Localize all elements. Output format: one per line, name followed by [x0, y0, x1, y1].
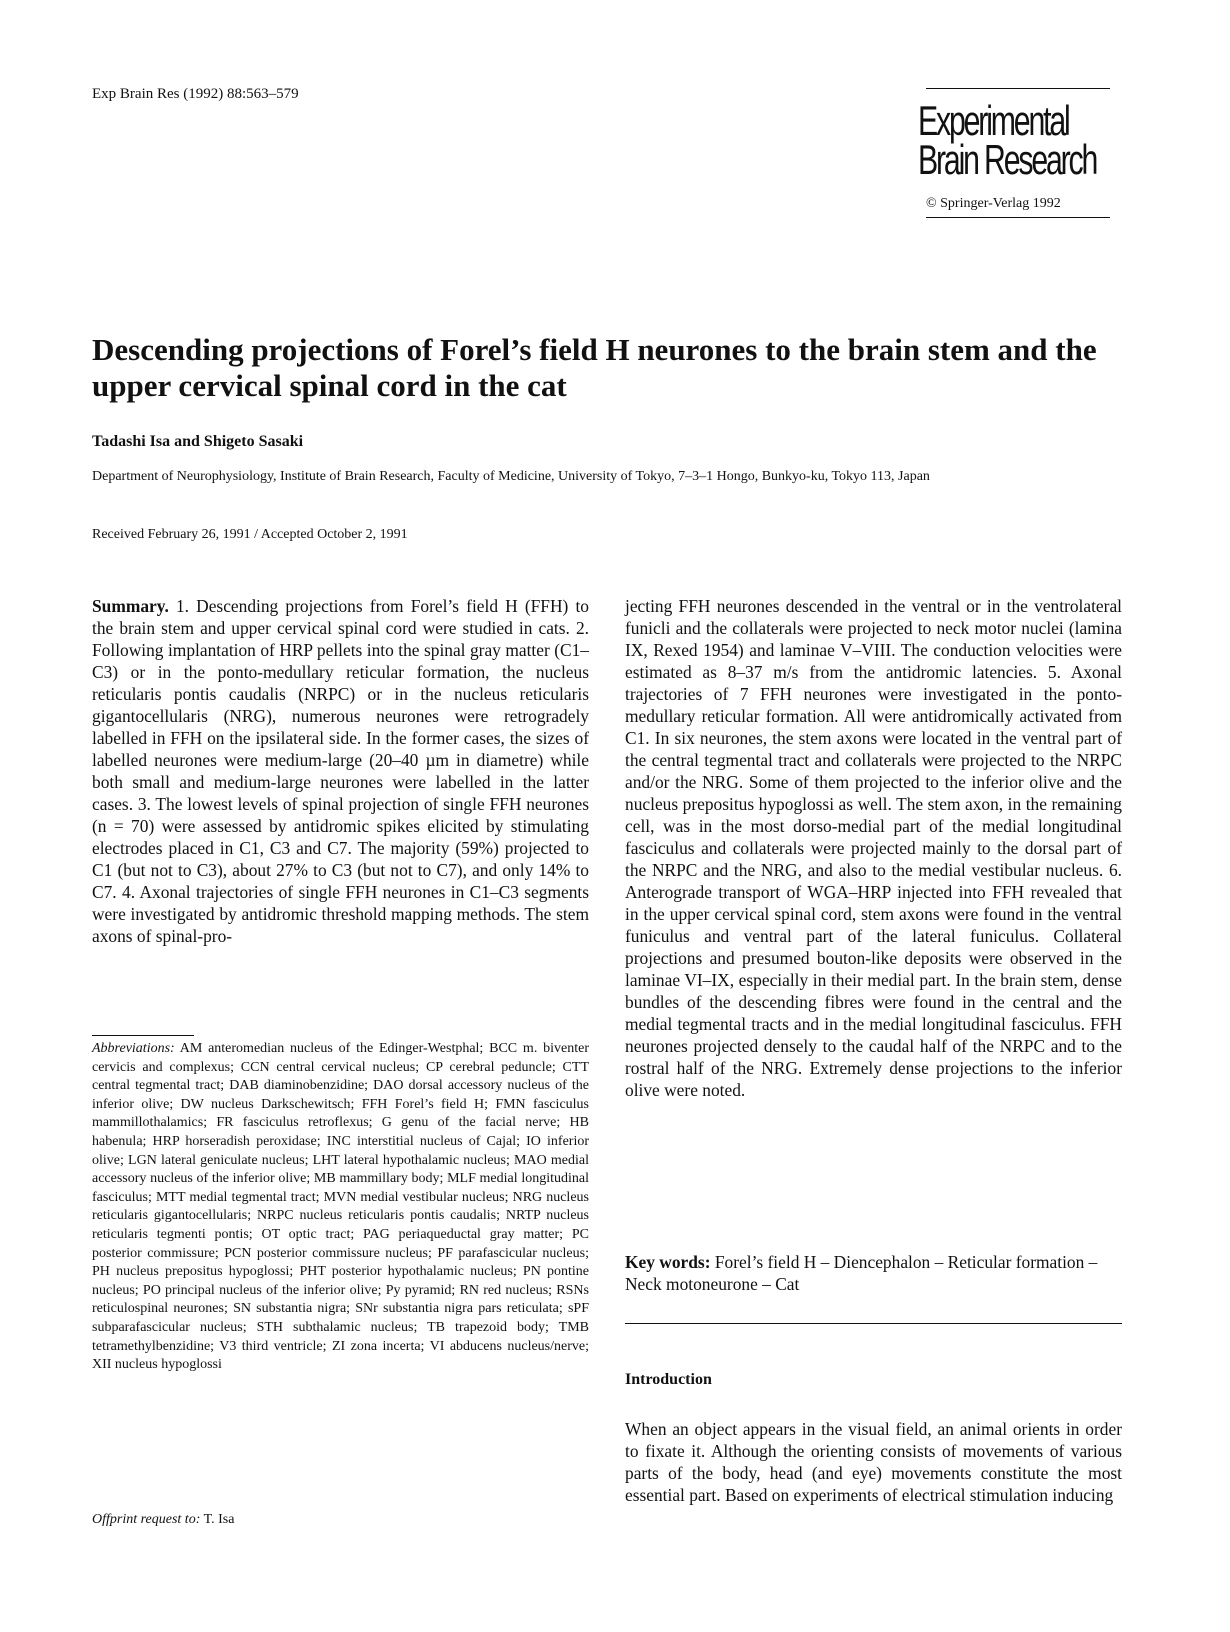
copyright: © Springer-Verlag 1992	[926, 196, 1061, 211]
keywords-label: Key words:	[625, 1252, 711, 1272]
section-divider	[625, 1323, 1122, 1324]
offprint-request	[92, 1512, 234, 1528]
summary-text-left: 1. Descending projections from Forel’s field H (FFH) to the brain stem and upper cervical spinal cord were studied in cats. 2. Following implantation of HRP pellets into the spinal gray matter (C1–C3) or in the ponto-medullary reticular formation, the nucleus reticularis pontis caudalis (NRPC) or in the nucleus reticularis gigantocellularis (NRG), numerous neurones were retrogradely labelled in FFH on the ipsilateral side. In the former cases, the sizes of labelled neurones were medium-large (20–40 µm in diametre) while both small and medium-large neurones were labelled in the latter cases. 3. The lowest levels of spinal projection of single FFH neurones (n = 70) were assessed by antidromic spikes elicited by stimulating electrodes placed in C1, C3 and C7. The majority (59%) projected to C1 (but not to C3), about 27% to C3 (but not to C7), and only 14% to C7. 4. Axonal trajectories of single FFH neurones in C1–C3 segments were investigated by antidromic threshold mapping methods. The stem axons of spinal-pro-	[92, 596, 589, 946]
offprint-label: Offprint request to:	[92, 1512, 201, 1527]
abbreviations-label: Abbreviations:	[92, 1041, 175, 1056]
abbreviations-footnote	[92, 1040, 589, 1375]
keywords-text: Forel’s field H – Diencephalon – Reticular formation – Neck motoneurone – Cat	[625, 1252, 1098, 1294]
received-dates: Received February 26, 1991 / Accepted October 2, 1991	[92, 527, 408, 542]
journal-citation: Exp Brain Res (1992) 88:563–579	[92, 86, 299, 102]
journal-name-line1: Experimental	[918, 97, 1069, 144]
introduction-heading: Introduction	[625, 1371, 712, 1388]
keywords	[625, 1251, 1122, 1295]
summary-label: Summary.	[92, 596, 169, 616]
footnote-rule	[92, 1035, 194, 1036]
journal-rule-bottom	[926, 217, 1110, 218]
journal-logo	[918, 97, 1097, 183]
article-title: Descending projections of Forel’s field H neurones to the brain stem and the upper cervical spinal cord in the cat	[92, 332, 1097, 403]
journal-name-line2: Brain Research	[918, 136, 1097, 183]
introduction-text: When an object appears in the visual field, an animal orients in order to fixate it. Although the orienting consists of movements of various parts of the body, head (and eye) movements constitute the most essential part. Based on experiments of electrical stimulation inducing	[625, 1419, 1122, 1505]
authors: Tadashi Isa and Shigeto Sasaki	[92, 433, 304, 450]
summary-column-right	[625, 595, 1122, 1101]
affiliation: Department of Neurophysiology, Institute of Brain Research, Faculty of Medicine, University of Tokyo, 7–3–1 Hongo, Bunkyo-ku, Tokyo 113, Japan	[92, 469, 930, 484]
summary-column-left	[92, 595, 589, 947]
abbreviations-text: AM anteromedian nucleus of the Edinger-Westphal; BCC m. biventer cervicis and complexus; CCN central cervical nucleus; CP cerebral peduncle; CTT central tegmental tract; DAB diaminobenzidine; DAO dorsal accessory nucleus of the inferior olive; DW nucleus Darkschewitsch; FFH Forel’s field H; FMN fasciculus mammillothalamics; FR fasciculus retroflexus; G genu of the facial nerve; HB habenula; HRP horseradish peroxidase; INC interstitial nucleus of Cajal; IO inferior olive; LGN lateral geniculate nucleus; LHT lateral hypothalamic nucleus; MAO medial accessory nucleus of the inferior olive; MB mammillary body; MLF medial longitudinal fasciculus; MTT medial tegmental tract; MVN medial vestibular nucleus; NRG nucleus reticularis gigantocellularis; NRPC nucleus reticularis pontis caudalis; NRTP nucleus reticularis tegmenti pontis; OT optic tract; PAG periaqueductal gray matter; PC posterior commissure; PCN posterior commissure nucleus; PF parafascicular nucleus; PH nucleus prepositus hypoglossi; PHT posterior hypothalamic nucleus; PN pontine nucleus; PO principal nucleus of the inferior olive; Py pyramid; RN red nucleus; RSNs reticulospinal neurones; SN substantia nigra; SNr substantia nigra pars reticulata; sPF subparafascicular nucleus; STH subthalamic nucleus; TB trapezoid body; TMB tetramethylbenzidine; V3 third ventricle; ZI zona incerta; VI abducens nucleus/nerve; XII nucleus hypoglossi	[92, 1041, 589, 1373]
summary-text-right: jecting FFH neurones descended in the ventral or in the ventrolateral funicli and the collaterals were projected to neck motor nuclei (lamina IX, Rexed 1954) and laminae V–VIII. The conduction velocities were estimated as 8–37 m/s from the antidromic latencies. 5. Axonal trajectories of 7 FFH neurones were investigated in the ponto-medullary reticular formation. All were antidromically activated from C1. In six neurones, the stem axons were located in the ventral part of the central tegmental tract and collaterals were projected to the NRPC and/or the NRG. Some of them projected to the inferior olive and the nucleus prepositus hypoglossi as well. The stem axon, in the remaining cell, was in the most dorso-medial part of the medial longitudinal fasciculus and collaterals were projected mainly to the dorsal part of the NRPC and the NRG, and also to the medial vestibular nucleus. 6. Anterograde transport of WGA–HRP injected into FFH revealed that in the upper cervical spinal cord, stem axons were found in the ventral funiculus and ventral part of the lateral funiculus. Collateral projections and presumed bouton-like deposits were observed in the laminae VI–IX, especially in their medial part. In the brain stem, dense bundles of the descending fibres were found in the central and the medial tegmental tracts and in the medial longitudinal fasciculus. FFH neurones projected densely to the caudal half of the NRPC and to the rostral half of the NRG. Extremely dense projections to the inferior olive were noted.	[625, 596, 1122, 1100]
journal-rule-top	[926, 88, 1110, 89]
offprint-name: T. Isa	[203, 1512, 235, 1527]
